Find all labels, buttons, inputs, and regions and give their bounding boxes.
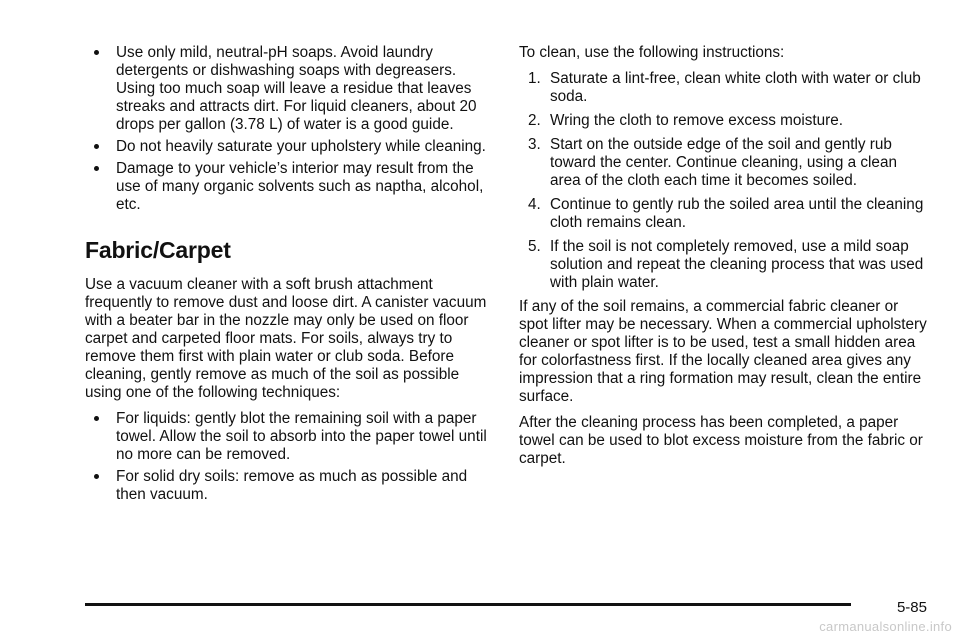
step-text: Wring the cloth to remove excess moisture. (550, 112, 844, 129)
left-column (85, 44, 493, 508)
step-text: Continue to gently rub the soiled area until the cleaning cloth remains clean. (550, 196, 924, 231)
body-paragraph: Use a vacuum cleaner with a soft brush attachment frequently to remove dust and loose dirt. A canister vacuum with a beater bar in the nozzle may only be used on floor carpet and carpeted floor mats. For soils, always try to remove them first with plain water or club soda. Before cleaning, gently remove as much of the soil as possible using one of the following techniques: (85, 276, 487, 401)
footer-divider (85, 603, 851, 606)
body-paragraph: If any of the soil remains, a commercial fabric cleaner or spot lifter may be necessary. When a commercial upholstery cleaner or spot lifter is to be used, test a small hidden area for colorfastness first. If the locally cleaned area gives any impression that a ring formation may result, clean the entire surface. (519, 298, 927, 405)
step-number: 3. (528, 136, 541, 153)
step-item (519, 238, 929, 292)
upholstery-tips-list (85, 44, 493, 214)
step-number: 2. (528, 112, 541, 129)
step-item (519, 136, 929, 190)
watermark: carmanualsonline.info (819, 619, 952, 634)
step-item (519, 196, 929, 232)
step-number: 1. (528, 70, 541, 87)
step-number: 5. (528, 238, 541, 255)
cleaning-steps (519, 70, 929, 292)
page-number: 5-85 (896, 599, 927, 616)
instructions-intro: To clean, use the following instructions: (519, 44, 785, 61)
step-item (519, 70, 929, 106)
list-item: Do not heavily saturate your upholstery while cleaning. (85, 138, 493, 156)
list-item: Damage to your vehicle’s interior may result from the use of many organic solvents such as naptha, alcohol, etc. (85, 160, 493, 214)
body-paragraph: After the cleaning process has been completed, a paper towel can be used to blot excess moisture from the fabric or carpet. (519, 414, 923, 467)
step-text: If the soil is not completely removed, use a mild soap solution and repeat the cleaning process that was used with plain water. (550, 238, 924, 291)
step-number: 4. (528, 196, 541, 213)
step-item (519, 112, 929, 130)
step-text: Start on the outside edge of the soil and gently rub toward the center. Continue cleaning, using a clean area of the cloth each time it becomes soiled. (550, 136, 897, 189)
list-item: Use only mild, neutral-pH soaps. Avoid laundry detergents or dishwashing soaps with degreasers. Using too much soap will leave a residue that leaves streaks and attracts dirt. For liquid cleaners, about 20 drops per gallon (3.78 L) of water is a good guide. (85, 44, 493, 134)
technique-list (85, 410, 493, 504)
step-text: Saturate a lint-free, clean white cloth with water or club soda. (550, 70, 921, 105)
section-heading: Fabric/Carpet (85, 237, 231, 263)
list-item: For solid dry soils: remove as much as possible and then vacuum. (85, 468, 493, 504)
list-item: For liquids: gently blot the remaining soil with a paper towel. Allow the soil to absorb into the paper towel until no more can be removed. (85, 410, 493, 464)
right-column (519, 44, 929, 476)
